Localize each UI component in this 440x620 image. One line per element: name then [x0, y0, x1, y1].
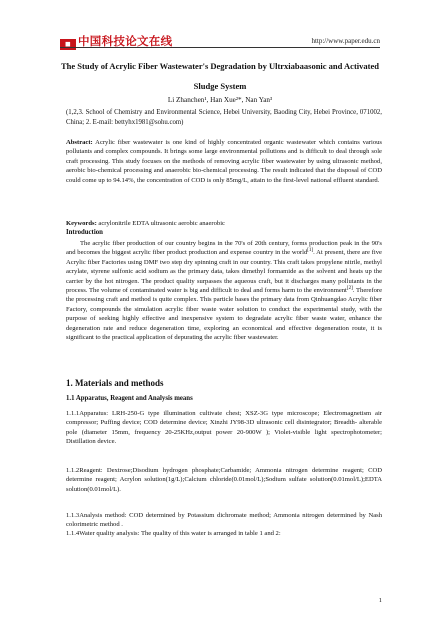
- author-list: Li Zhanchen¹, Han Xue²*, Nan Yan³: [167, 96, 273, 104]
- logo-icon: ◼: [60, 39, 76, 50]
- paragraph-reagent: 1.1.2Reagent: Dextrose;Disodium hydrogen phosphate;Carbamide; Ammonia nitrogen determine reagent; COD determine reagent; Acrylon solution(1g/L);Calcium chloride(0.01mol/L);Sodium sulfate solution(0.01mol/L);EDTA solution(0.01mol/L).: [66, 467, 382, 493]
- logo-text: 中国科技论文在线: [78, 34, 173, 48]
- intro-text-3: . Therefore the processing craft and method is quite complex. This particle bases the primary data from Qinhuangdao Acrylic fiber Factory, compounds the simulation acrylic fiber waste water solution to conduct the experimental study, with the purpose of seeking highly effective and inexpensive system to degradate acrylic fiber waste water, enhance the degeneration rate and reduce degeneration time, exploring an economical and effective degeneration route, it is significant to the practical application of depurating the acrylic fiber wastewater.: [66, 287, 382, 342]
- header-divider: [60, 47, 380, 48]
- abstract-text: Acrylic fiber wastewater is one kind of highly concentrated organic wastewater which contains various pollutants and complex compounds. It brings some large environmental pollutions and is difficult to deal through sole craft processing. This study focuses on the methods of removing acrylic fiber wastewater by using ultrasonic method, aerobic bio-chemical processing and anaerobic bio-chemical processing. The result indicated that the disposal of COD could come up to 94.14%, the concentration of COD is only 85mg/L, attain to the first-level national effluent standard.: [66, 139, 382, 184]
- section-heading-materials: 1. Materials and methods: [66, 378, 164, 388]
- introduction-heading: Introduction: [66, 229, 103, 236]
- keywords: [66, 219, 382, 228]
- page-header: [0, 0, 440, 50]
- citation-2[interactable]: [2]: [346, 285, 353, 291]
- site-logo: [60, 33, 172, 47]
- intro-text-2: . At present, there are five Acrylic fiber Factories using DMF two step dry spinning craft in our country. This craft takes propylene nitrile, methyl acrylate, styrene sulfonic acid sodium as the primary data, takes dimethyl formamide as the solvent and heats up the carrier by the hot nitrogen. The product quality surpasses the aqueous craft, but it discharges many pollutants in the process. The volume of contaminated water is big and difficult to deal and forms harm to the environment: [66, 249, 382, 295]
- page-number: 1: [378, 597, 382, 604]
- introduction-paragraph: [66, 239, 382, 342]
- paper-title: The Study of Acrylic Fiber Wastewater's Degradation by Ultrxiabaasonic and Activated Sludge System: [61, 61, 379, 91]
- paragraph-analysis-method: 1.1.3Analysis method: COD determined by Potassium dichromate method; Ammonia nitrogen determined by Nash colorimetric method .: [66, 512, 382, 529]
- abstract-label: Abstract:: [66, 139, 93, 146]
- citation-1[interactable]: [1]: [307, 248, 314, 254]
- author-affiliation: (1,2,3. School of Chemistry and Environmental Science, Hebei University, Baoding City, Hebei Province, 071002, China; 2. E-mail: bettyhx1981@sohu.com): [66, 109, 382, 126]
- keywords-label: Keywords:: [66, 220, 97, 227]
- intro-text-1: The acrylic fiber production of our country begins in the 70's of 20th century, forms production peak in the 90's and becomes the biggest acrylic fiber product production and expense country in the world: [66, 240, 382, 257]
- site-url[interactable]: http://www.paper.edu.cn: [311, 37, 380, 45]
- paragraph-apparatus: 1.1.1Apparatus: LRH-250-G type illumination cultivate chest; XSZ-3G type microscope; Electromagnetism air compressor; Puffing device; COD determine device; Xinzhi JY98-3D ultrasonic cell disintegrator; Breadth- alterable pole (diameter 15mm, frequency 20-25KHz,output power 20-900W ); Violet-visible light spectrophotometer; Distillation device.: [66, 410, 382, 446]
- keywords-text: acrylonitrile EDTA ultrasonic aerobic anaerobic: [96, 220, 225, 227]
- subsection-heading-apparatus: 1.1 Apparatus, Reagent and Analysis means: [66, 395, 193, 402]
- paragraph-water-quality: 1.1.4Water quality analysis: The quality of this water is arranged in table 1 and 2:: [66, 530, 281, 537]
- abstract: [66, 138, 382, 185]
